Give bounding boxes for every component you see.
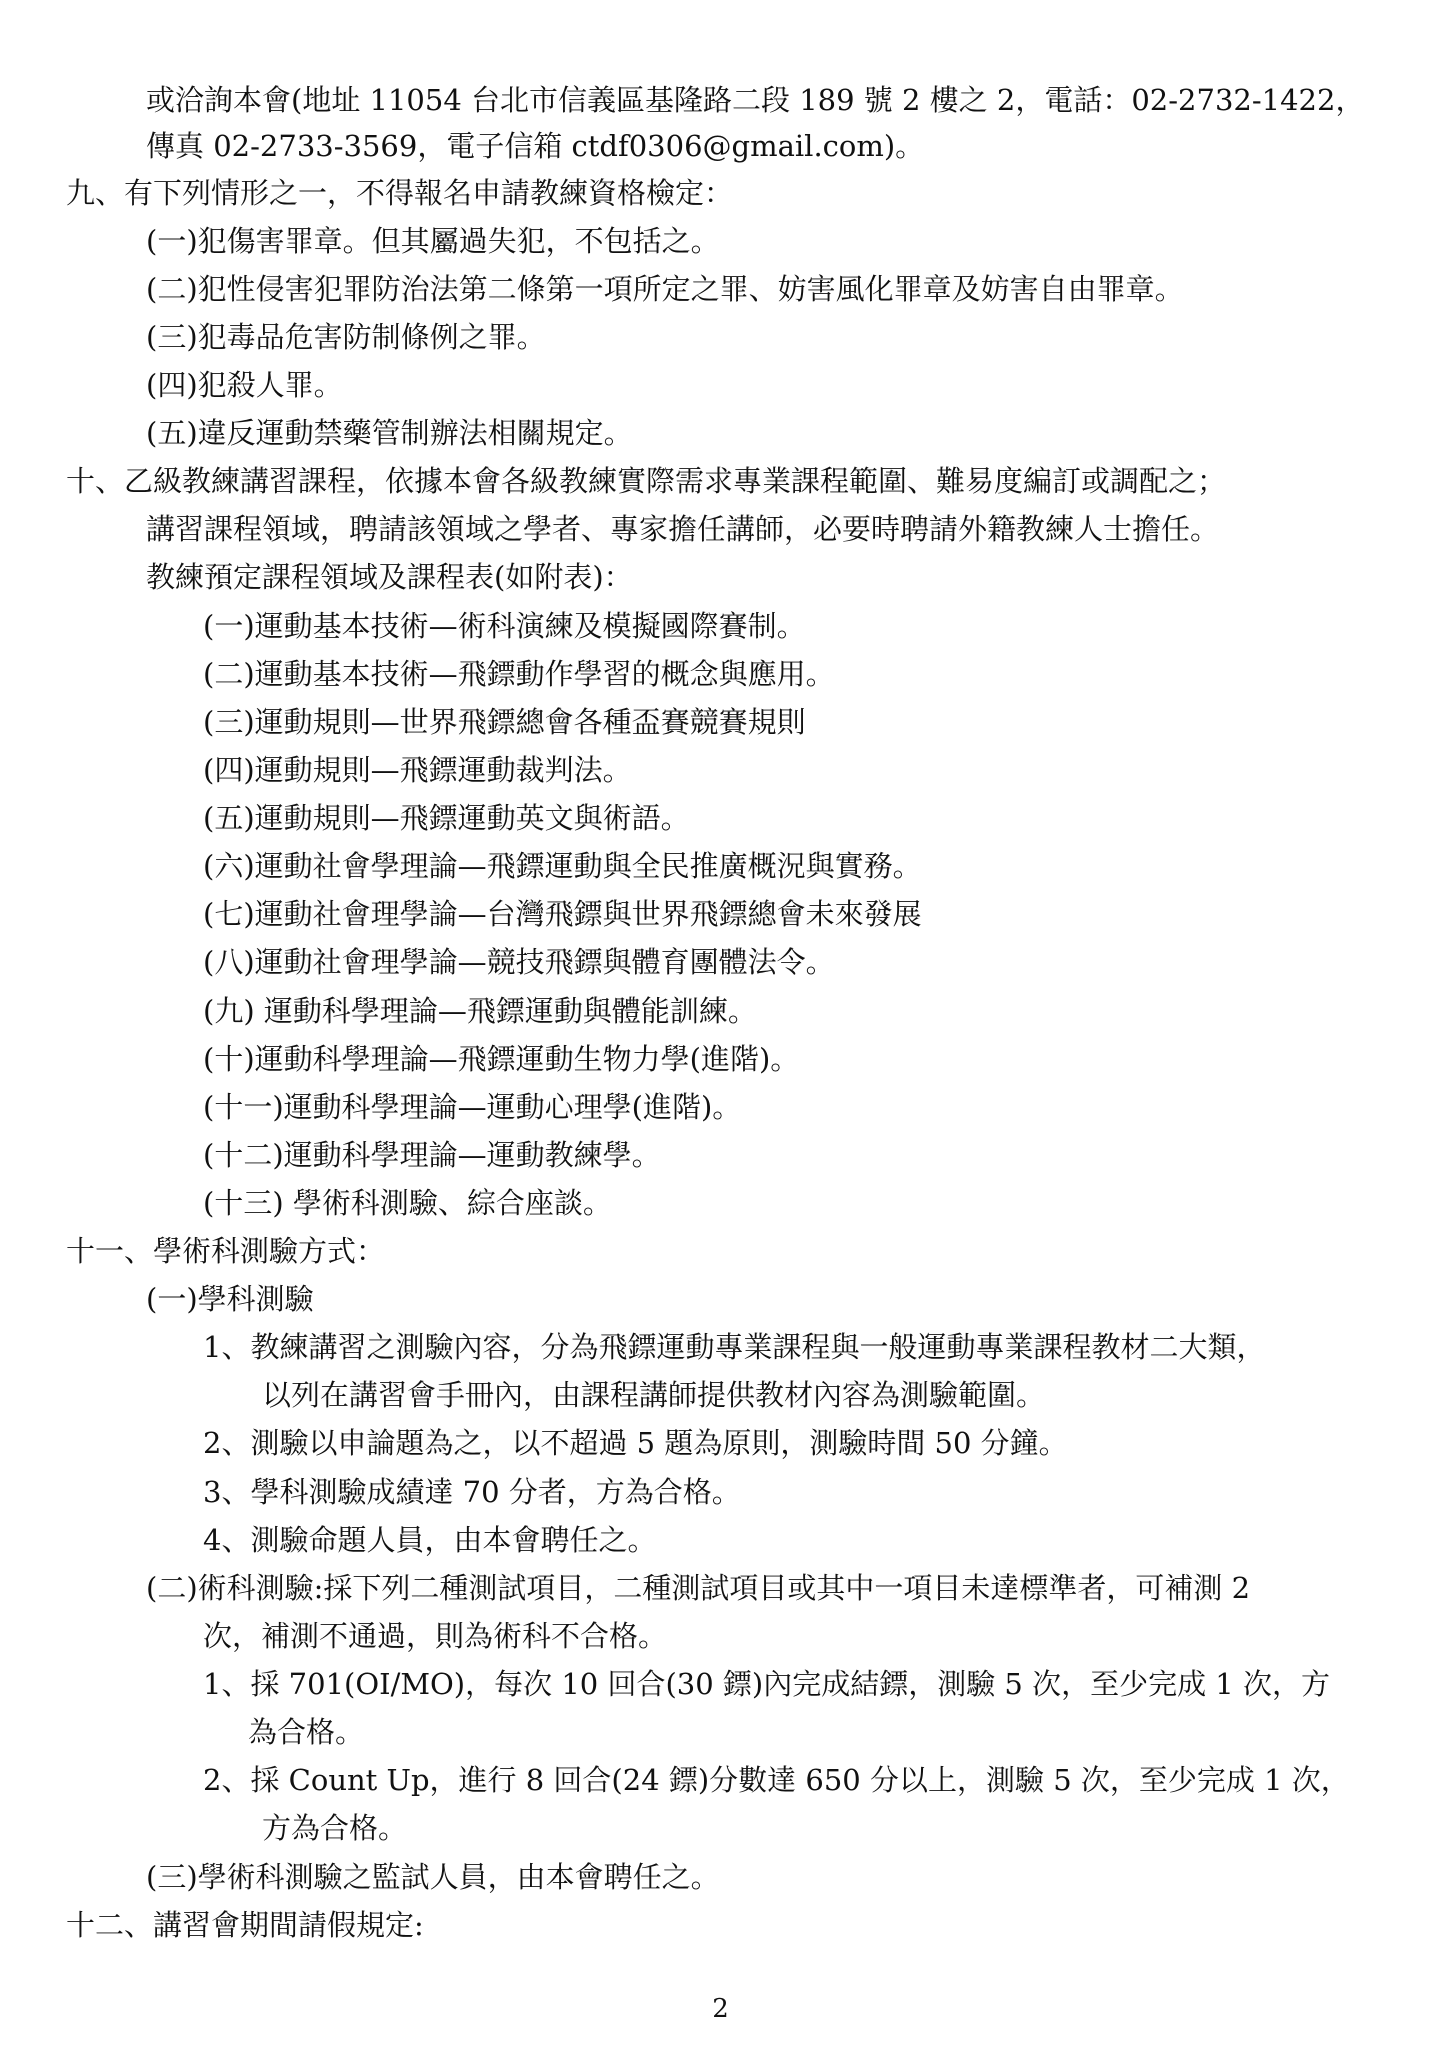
course-item: (一)運動基本技術—術科演練及模擬國際賽制。 bbox=[203, 609, 806, 643]
numbered-item: 1、教練講習之測驗內容，分為飛鏢運動專業課程與一般運動專業課程教材二大類， bbox=[203, 1330, 1266, 1364]
section-heading: 十、乙級教練講習課程，依據本會各級教練實際需求專業課程範圍、難易度編訂或調配之； bbox=[66, 464, 1227, 498]
section-heading: 十一、學術科測驗方式： bbox=[66, 1234, 386, 1268]
numbered-item: 2、測驗以申論題為之，以不超過 5 題為原則，測驗時間 50 分鐘。 bbox=[203, 1426, 1068, 1460]
list-item: (五)違反運動禁藥管制辦法相關規定。 bbox=[146, 416, 633, 450]
subsection-heading: (三)學術科測驗之監試人員，由本會聘任之。 bbox=[146, 1860, 720, 1894]
numbered-item: 2、採 Count Up，進行 8 回合(24 鏢)分數達 650 分以上，測驗 5 次，至少完成 1 次， bbox=[203, 1763, 1350, 1797]
course-item: (九) 運動科學理論—飛鏢運動與體能訓練。 bbox=[203, 994, 757, 1028]
course-item: (十)運動科學理論—飛鏢運動生物力學(進階)。 bbox=[203, 1042, 800, 1076]
numbered-item: 1、採 701(OI/MO)，每次 10 回合(30 鏢)內完成結鏢，測驗 5 次，至少完成 1 次，方 bbox=[203, 1667, 1330, 1701]
numbered-item: 4、測驗命題人員，由本會聘任之。 bbox=[203, 1523, 657, 1557]
subsection-continuation: 次，補測不通過，則為術科不合格。 bbox=[203, 1619, 668, 1653]
numbered-item-continuation: 以列在講習會手冊內，由課程講師提供教材內容為測驗範圍。 bbox=[262, 1378, 1046, 1412]
text-line: 講習課程領域，聘請該領域之學者、專家擔任講師，必要時聘請外籍教練人士擔任。 bbox=[146, 512, 1220, 546]
list-item: (一)犯傷害罪章。但其屬過失犯，不包括之。 bbox=[146, 224, 720, 258]
course-item: (十一)運動科學理論—運動心理學(進階)。 bbox=[203, 1090, 742, 1124]
list-item: (四)犯殺人罪。 bbox=[146, 368, 343, 402]
numbered-item-continuation: 方為合格。 bbox=[262, 1811, 408, 1845]
course-item: (五)運動規則—飛鏢運動英文與術語。 bbox=[203, 801, 690, 835]
subsection-heading: (一)學科測驗 bbox=[146, 1282, 314, 1316]
course-item: (十二)運動科學理論—運動教練學。 bbox=[203, 1138, 661, 1172]
numbered-item-continuation: 為合格。 bbox=[248, 1715, 365, 1749]
section-heading: 十二、講習會期間請假規定: bbox=[66, 1908, 424, 1942]
course-item: (三)運動規則—世界飛鏢總會各種盃賽競賽規則 bbox=[203, 705, 806, 739]
course-item: (六)運動社會學理論—飛鏢運動與全民推廣概況與實務。 bbox=[203, 849, 922, 883]
numbered-item: 3、學科測驗成績達 70 分者，方為合格。 bbox=[203, 1475, 741, 1509]
text-line: 傳真 02-2733-3569，電子信箱 ctdf0306@gmail.com)。 bbox=[146, 129, 925, 163]
course-item: (四)運動規則—飛鏢運動裁判法。 bbox=[203, 753, 632, 787]
subsection-heading: (二)術科測驗:採下列二種測試項目，二種測試項目或其中一項目未達標準者，可補測 2 bbox=[146, 1571, 1251, 1605]
text-line: 教練預定課程領域及課程表(如附表)： bbox=[146, 560, 633, 594]
list-item: (二)犯性侵害犯罪防治法第二條第一項所定之罪、妨害風化罪章及妨害自由罪章。 bbox=[146, 272, 1184, 306]
text-line: 或洽詢本會(地址 11054 台北市信義區基隆路二段 189 號 2 樓之 2，電話：02-2732-1422， bbox=[146, 83, 1365, 117]
page-number: 2 bbox=[712, 1994, 729, 2024]
list-item: (三)犯毒品危害防制條例之罪。 bbox=[146, 320, 546, 354]
course-item: (十三) 學術科測驗、綜合座談。 bbox=[203, 1186, 612, 1220]
course-item: (二)運動基本技術—飛鏢動作學習的概念與應用。 bbox=[203, 657, 835, 691]
course-item: (七)運動社會理學論—台灣飛鏢與世界飛鏢總會未來發展 bbox=[203, 897, 922, 931]
section-heading: 九、有下列情形之一，不得報名申請教練資格檢定： bbox=[66, 176, 734, 210]
course-item: (八)運動社會理學論—競技飛鏢與體育團體法令。 bbox=[203, 945, 835, 979]
